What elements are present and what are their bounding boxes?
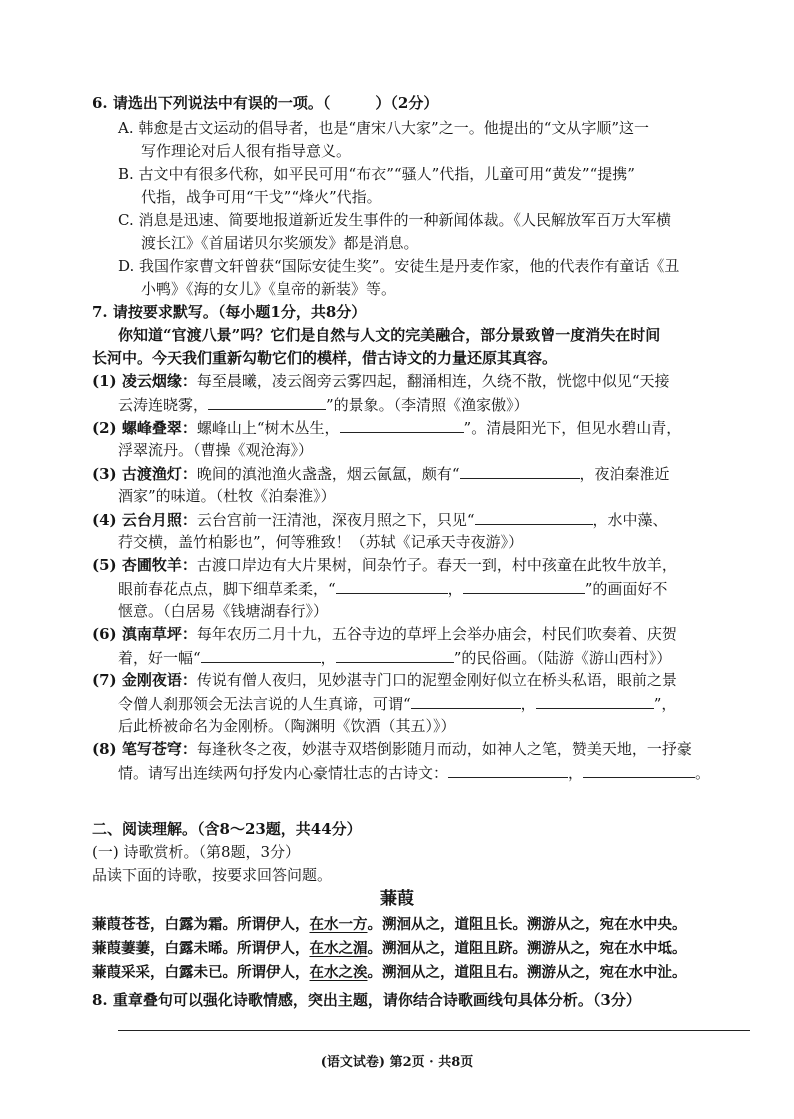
section-2-instruction: 品读下面的诗歌，按要求回答问题。 bbox=[92, 866, 333, 884]
q7-item-3 bbox=[92, 462, 670, 485]
q7-item-6-blank-2[interactable] bbox=[336, 646, 454, 663]
q7-item-3-text: 晚间的滇池渔火盏盏，烟云氤氲，颇有“ bbox=[196, 465, 460, 483]
q7-item-5-cont bbox=[118, 577, 667, 600]
q7-item-1-cont bbox=[118, 393, 529, 416]
q7-item-4-text-b: ，水中藻、 bbox=[592, 511, 668, 529]
q7-item-6-text-b: 着，好一幅“ bbox=[118, 649, 201, 667]
q6-option-d-cont: 小鸭》《海的女儿》《皇帝的新装》等。 bbox=[141, 280, 397, 298]
q7-item-1 bbox=[92, 370, 670, 392]
q7-item-1-text-c: ”的景象。（李清照《渔家傲》） bbox=[326, 396, 529, 414]
q7-intro-cont: 长河中。今天我们重新勾勒它们的模样，借古诗文的力量还原其真容。 bbox=[92, 349, 558, 367]
q7-item-3-label: (3) 古渡渔灯： bbox=[92, 465, 197, 483]
poem-stanza-3 bbox=[92, 962, 687, 984]
q6-stem: 6. 请选出下列说法中有误的一项。（ ）（2分） bbox=[92, 94, 439, 112]
q7-item-1-text-b: 云涛连晓雾， bbox=[118, 396, 209, 414]
q7-intro: 你知道“官渡八景”吗？它们是自然与人文的完美融合，部分景致曾一度消失在时间 bbox=[118, 326, 661, 344]
q7-item-4-text: 云台宫前一汪清池，深夜月照之下，只见“ bbox=[196, 511, 475, 529]
q7-item-5-cont-2: 惬意。（白居易《钱塘湖春行》） bbox=[118, 602, 329, 620]
q7-item-8-blank-1[interactable] bbox=[448, 761, 568, 778]
q7-item-4 bbox=[92, 508, 668, 531]
q7-item-6-text-c: ， bbox=[320, 649, 336, 667]
q7-item-5-text-c: ， bbox=[447, 580, 463, 598]
q7-item-8-cont bbox=[118, 761, 710, 784]
q6-option-c: C. 消息是迅速、简要地报道新近发生事件的一种新闻体裁。《人民解放军百万大军横 bbox=[118, 211, 671, 229]
q7-item-3-blank[interactable] bbox=[460, 462, 580, 479]
q7-item-7-cont-2: 后此桥被命名为金刚桥。（陶渊明《饮酒（其五）》） bbox=[118, 717, 456, 735]
q7-item-4-cont: 荇交横，盖竹柏影也”，何等雅致！（苏轼《记承天寺夜游》） bbox=[118, 533, 524, 551]
q7-item-8-text-d: 。 bbox=[695, 764, 711, 782]
q7-item-1-label: (1) 凌云烟缘： bbox=[92, 372, 197, 390]
q7-item-5-label: (5) 杏圃牧羊： bbox=[92, 556, 197, 574]
poem-title: 蒹葭 bbox=[380, 889, 414, 909]
q7-item-5-text: 古渡口岸边有大片果树，间杂竹子。春天一到，村中孩童在此牧牛放羊， bbox=[196, 556, 677, 574]
poem-stanza-1-b: 。溯洄从之，道阻且长。溯游从之，宛在水中央。 bbox=[367, 916, 687, 933]
q7-item-4-blank[interactable] bbox=[475, 508, 593, 525]
q8-answer-line[interactable] bbox=[118, 1030, 750, 1031]
poem-stanza-3-b: 。溯洄从之，道阻且右。溯游从之，宛在水中沚。 bbox=[367, 964, 687, 981]
poem-stanza-3-a: 蒹葭采采，白露未已。所谓伊人， bbox=[92, 964, 310, 981]
q7-item-5-blank-1[interactable] bbox=[336, 577, 448, 594]
q7-item-8-text: 每逢秋冬之夜，妙湛寺双塔倒影随月而动，如神人之笔，赞美天地，一抒豪 bbox=[196, 740, 692, 758]
q7-stem: 7. 请按要求默写。（每小题1分，共8分） bbox=[92, 303, 367, 321]
q7-item-3-text-b: ，夜泊秦淮近 bbox=[579, 465, 670, 483]
q7-item-6-label: (6) 滇南草坪： bbox=[92, 625, 197, 643]
q7-item-8-blank-2[interactable] bbox=[583, 761, 695, 778]
q7-item-3-cont: 酒家”的味道。（杜牧《泊秦淮》） bbox=[118, 487, 336, 505]
q7-item-8-label: (8) 笔写苍穹： bbox=[92, 740, 197, 758]
q7-item-2-text: 螺峰山上“树木丛生， bbox=[196, 419, 340, 437]
q6-option-d: D. 我国作家曹文轩曾获“国际安徒生奖”。安徒生是丹麦作家，他的代表作有童话《丑 bbox=[118, 257, 680, 275]
q7-item-7-text-d: ”， bbox=[653, 695, 677, 713]
poem-stanza-1-a: 蒹葭苍苍，白露为霜。所谓伊人， bbox=[92, 916, 310, 933]
poem-stanza-2-a: 蒹葭萋萋，白露未晞。所谓伊人， bbox=[92, 940, 310, 957]
q7-item-7-text: 传说有僧人夜归，见妙湛寺门口的泥塑金刚好似立在桥头私语，眼前之景 bbox=[196, 671, 677, 689]
q7-item-4-label: (4) 云台月照： bbox=[92, 511, 197, 529]
q7-item-5 bbox=[92, 554, 677, 576]
q7-item-7-cont bbox=[118, 692, 676, 715]
section-2-sub-heading: (一) 诗歌赏析。（第8题，3分） bbox=[92, 843, 301, 861]
poem-stanza-3-underlined: 在水之涘 bbox=[309, 964, 368, 981]
q7-item-6-text: 每年农历二月十九，五谷寺边的草坪上会举办庙会，村民们吹奏着、庆贺 bbox=[196, 625, 677, 643]
q7-item-2-text-b: ”。清晨阳光下，但见水碧山青， bbox=[463, 419, 682, 437]
q7-item-6-text-d: ”的民俗画。（陆游《游山西村》） bbox=[453, 649, 672, 667]
poem-stanza-1-underlined: 在水一方 bbox=[309, 916, 368, 933]
q7-item-2-blank[interactable] bbox=[340, 416, 464, 433]
poem-stanza-2 bbox=[92, 938, 687, 960]
q7-item-6-blank-1[interactable] bbox=[201, 646, 321, 663]
section-2-heading: 二、阅读理解。（含8～23题，共44分） bbox=[92, 820, 362, 838]
q8-stem: 8. 重章叠句可以强化诗歌情感，突出主题，请你结合诗歌画线句具体分析。（3分） bbox=[92, 991, 641, 1009]
poem-stanza-2-b: 。溯洄从之，道阻且跻。溯游从之，宛在水中坻。 bbox=[367, 940, 687, 957]
q7-item-5-text-b: 眼前春花点点，脚下细草柔柔，“ bbox=[118, 580, 336, 598]
q7-item-5-blank-2[interactable] bbox=[463, 577, 585, 594]
q6-option-b-cont: 代指，战争可用“干戈”“烽火”代指。 bbox=[141, 188, 382, 206]
q7-item-5-text-d: ”的画面好不 bbox=[584, 580, 668, 598]
q6-option-a: A. 韩愈是古文运动的倡导者，也是“唐宋八大家”之一。他提出的“文从字顺”这一 bbox=[118, 119, 650, 137]
q7-item-8-text-c: ， bbox=[568, 764, 584, 782]
page-footer: (语文试卷) 第2页 · 共8页 bbox=[320, 1055, 474, 1070]
q7-item-7-text-b: 令僧人刹那领会无法言说的人生真谛，可谓“ bbox=[118, 695, 411, 713]
q7-item-8 bbox=[92, 738, 692, 760]
q7-item-6-cont bbox=[118, 646, 671, 669]
q7-item-1-text: 每至晨曦，凌云阁旁云雾四起，翻涌相连，久绕不散，恍惚中似见“天接 bbox=[196, 372, 670, 390]
q7-item-7-blank-2[interactable] bbox=[536, 692, 654, 709]
q7-item-6 bbox=[92, 623, 677, 645]
q6-option-a-cont: 写作理论对后人很有指导意义。 bbox=[141, 142, 352, 160]
q7-item-2 bbox=[92, 416, 681, 439]
q7-item-2-label: (2) 螺峰叠翠： bbox=[92, 419, 197, 437]
q7-item-7-blank-1[interactable] bbox=[411, 692, 521, 709]
q7-item-7-text-c: ， bbox=[520, 695, 536, 713]
q6-option-b: B. 古文中有很多代称，如平民可用“布衣”“骚人”代指，儿童可用“黄发”“提携” bbox=[118, 165, 635, 183]
q7-item-7-label: (7) 金刚夜语： bbox=[92, 671, 197, 689]
q7-item-8-text-b: 情。请写出连续两句抒发内心豪情壮志的古诗文： bbox=[118, 764, 449, 782]
q7-item-1-blank[interactable] bbox=[208, 393, 326, 410]
q7-item-2-cont: 浮翠流丹。（曹操《观沧海》） bbox=[118, 441, 314, 459]
q7-item-7 bbox=[92, 669, 677, 691]
poem-stanza-1 bbox=[92, 914, 687, 936]
poem-stanza-2-underlined: 在水之湄 bbox=[309, 940, 368, 957]
q6-option-c-cont: 渡长江》《首届诺贝尔奖颁发》都是消息。 bbox=[141, 234, 419, 252]
